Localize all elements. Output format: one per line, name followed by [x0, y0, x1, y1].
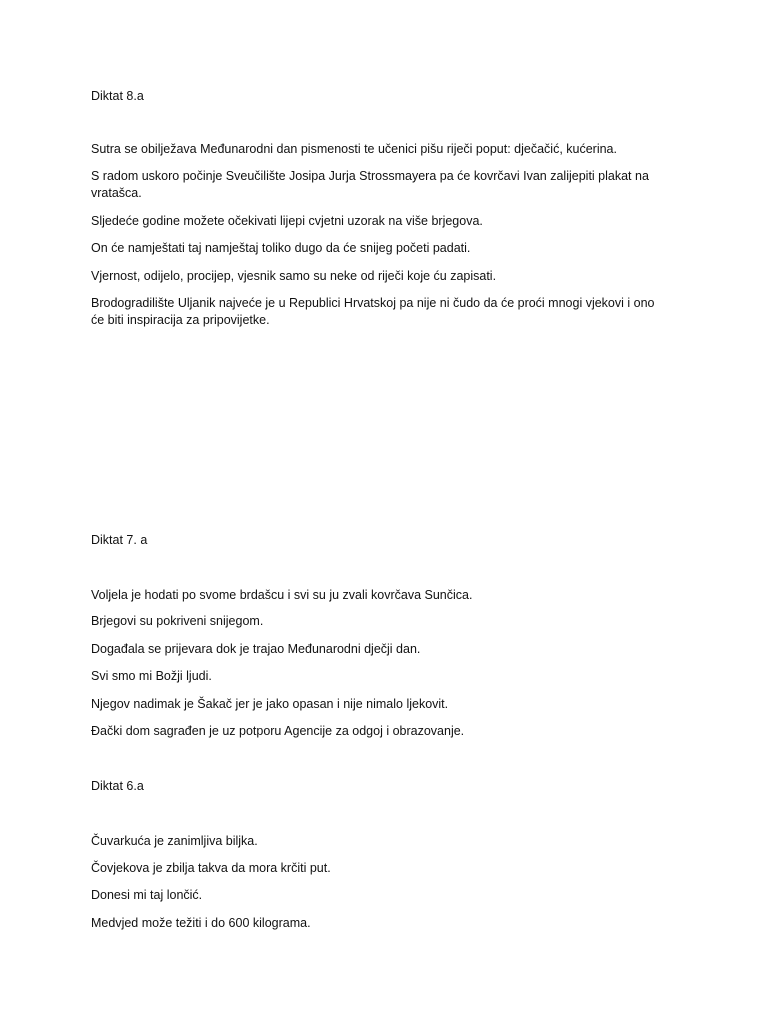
section-heading-diktat-8a: Diktat 8.a [91, 89, 144, 103]
sentence: Sutra se obilježava Međunarodni dan pismenosti te učenici pišu riječi poput: dječačić, kućerina. [91, 142, 617, 156]
sentence: Brodogradilište Uljanik najveće je u Republici Hrvatskoj pa nije ni čudo da će proći mnogi vjekovi i ono će biti inspiracija za pripovijetke. [91, 296, 655, 327]
sentence: Svi smo mi Božji ljudi. [91, 669, 212, 683]
section-heading-diktat-6a: Diktat 6.a [91, 779, 144, 793]
sentence: Sljedeće godine možete očekivati lijepi cvjetni uzorak na više brjegova. [91, 214, 483, 228]
sentence: S radom uskoro počinje Sveučilište Josipa Jurja Strossmayera pa će kovrčavi Ivan zalijepiti plakat na vratašca. [91, 169, 649, 200]
sentence: Njegov nadimak je Šakač jer je jako opasan i nije nimalo ljekovit. [91, 697, 449, 711]
sentence: Medvjed može težiti i do 600 kilograma. [91, 916, 311, 930]
sentence: Događala se prijevara dok je trajao Međunarodni dječji dan. [91, 642, 421, 656]
sentence: Đački dom sagrađen je uz potporu Agencije za odgoj i obrazovanje. [91, 724, 465, 738]
sentence: Čuvarkuća je zanimljiva biljka. [91, 834, 258, 848]
sentence: Vjernost, odijelo, procijep, vjesnik samo su neke od riječi koje ću zapisati. [91, 269, 497, 283]
sentence: Voljela je hodati po svome brdašcu i svi su ju zvali kovrčava Sunčica. [91, 588, 473, 602]
section-heading-diktat-7a: Diktat 7. a [91, 533, 148, 547]
sentence: Čovjekova je zbilja takva da mora krčiti put. [91, 861, 331, 875]
sentence: On će namještati taj namještaj toliko dugo da će snijeg početi padati. [91, 241, 471, 255]
sentence: Brjegovi su pokriveni snijegom. [91, 614, 264, 628]
sentence: Donesi mi taj lončić. [91, 888, 203, 902]
